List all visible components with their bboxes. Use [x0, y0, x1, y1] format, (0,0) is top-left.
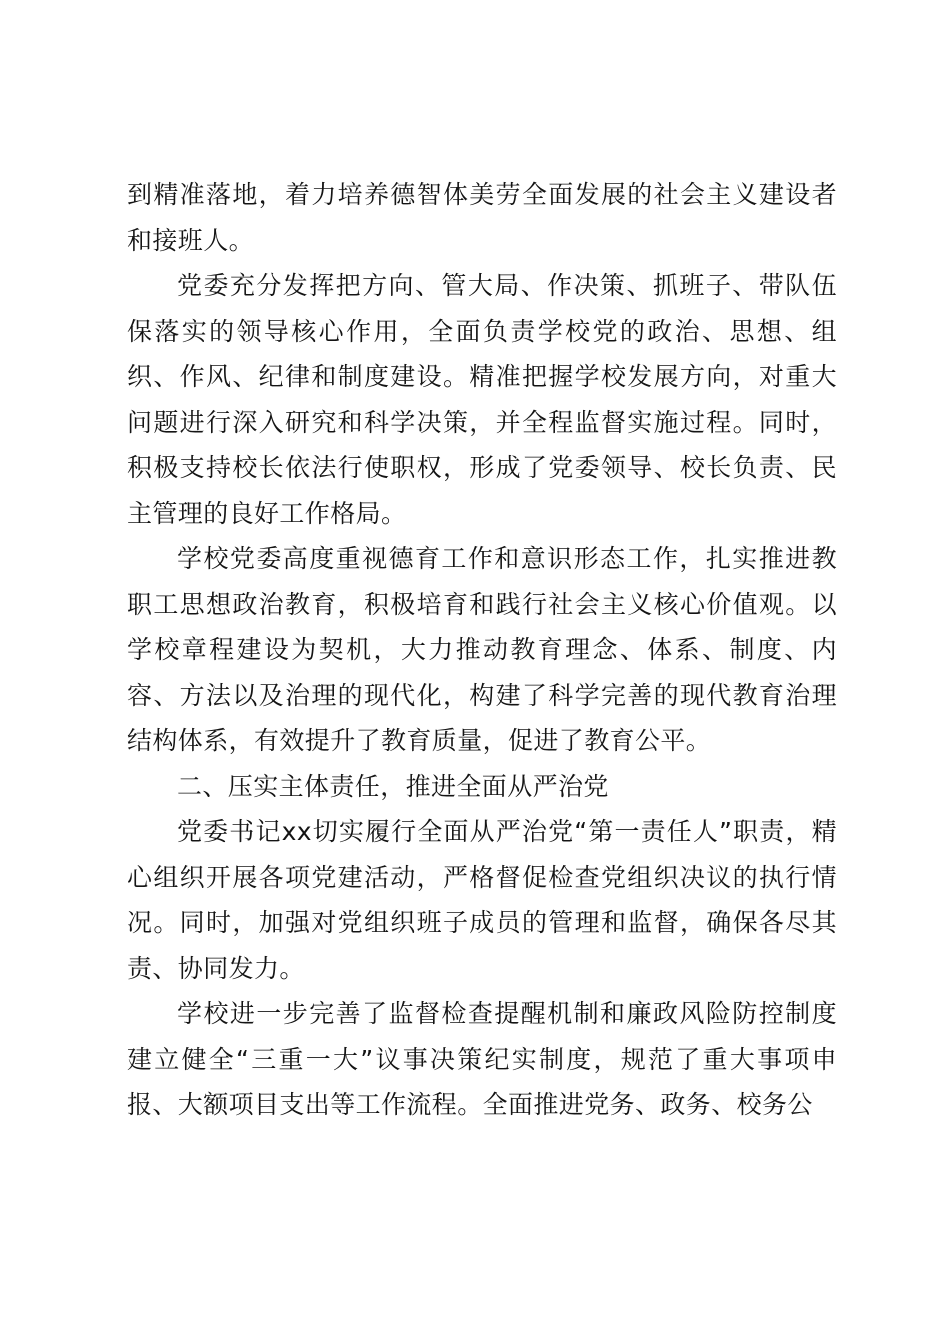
document-body: [127, 172, 837, 1128]
paragraph-continuation: 到精准落地，着力培养德智体美劳全面发展的社会主义建设者和接班人。: [127, 180, 837, 255]
paragraph-party-leadership: 党委充分发挥把方向、管大局、作决策、抓班子、带队伍保落实的领导核心作用，全面负责学校党的政治、思想、组织、作风、纪律和制度建设。精准把握学校发展方向，对重大问题进行深入研究和科学决策，并全程监督实施过程。同时，积极支持校长依法行使职权，形成了党委领导、校长负责、民主管理的良好工作格局。: [127, 271, 837, 528]
paragraph-secretary-duty: 党委书记xx切实履行全面从严治党“第一责任人”职责，精心组织开展各项党建活动，严格督促检查党组织决议的执行情况。同时，加强对党组织班子成员的管理和监督，确保各尽其责、协同发力。: [127, 817, 837, 983]
section-heading: 二、压实主体责任，推进全面从严治党: [177, 771, 609, 801]
paragraph-supervision: 学校进一步完善了监督检查提醒机制和廉政风险防控制度建立健全“三重一大”议事决策纪实制度，规范了重大事项申报、大额项目支出等工作流程。全面推进党务、政务、校务公: [127, 999, 837, 1119]
paragraph-moral-education: 学校党委高度重视德育工作和意识形态工作，扎实推进教职工思想政治教育，积极培育和践行社会主义核心价值观。以学校章程建设为契机，大力推动教育理念、体系、制度、内容、方法以及治理的现代化，构建了科学完善的现代教育治理结构体系，有效提升了教育质量，促进了教育公平。: [127, 544, 837, 755]
